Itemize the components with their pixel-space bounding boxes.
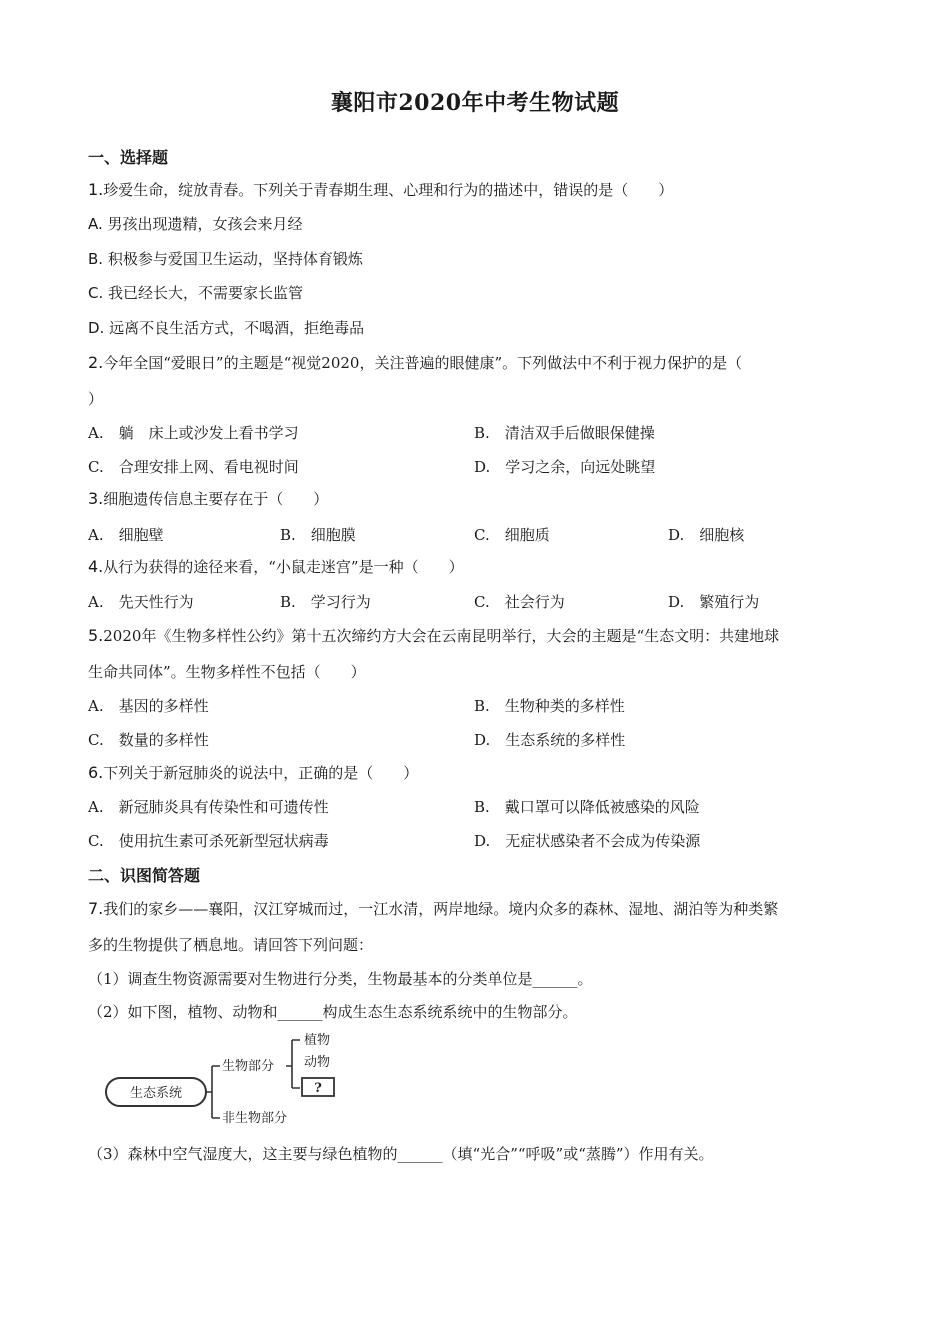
- diagram-root-label: 生态系统: [129, 1086, 183, 1101]
- diagram-unknown-label: ?: [314, 1081, 322, 1096]
- diagram-bracket-main: [206, 1066, 220, 1118]
- q2-option-a: A. 躺 床上或沙发上看书学习: [88, 424, 299, 442]
- option-text: 远离不良生活方式，不喝酒，拒绝毒品: [104, 319, 365, 337]
- page-title: 襄阳市2020年中考生物试题: [330, 90, 620, 116]
- section-heading-short-answer: 二、识图简答题: [88, 866, 201, 885]
- q4-option-b: B. 学习行为: [280, 593, 371, 611]
- q2-option-b: B. 清洁双手后做眼保健操: [474, 424, 655, 442]
- question-text: 下列关于新冠肺炎的说法中，正确的是（ ）: [103, 764, 419, 782]
- question-5-stem-cont: 生命共同体”。生物多样性不包括（ ）: [88, 663, 366, 681]
- q4-option-a: A. 先天性行为: [88, 593, 194, 611]
- question-number: 3.: [88, 489, 104, 508]
- question-5-stem: [88, 625, 779, 646]
- q3-option-b: B. 细胞膜: [280, 526, 356, 544]
- question-text: 从行为获得的途径来看，“小鼠走迷宫”是一种（ ）: [103, 558, 464, 576]
- diagram-abiotic-label: 非生物部分: [222, 1111, 288, 1126]
- question-7-stem: [88, 898, 778, 919]
- q3-option-c: C. 细胞质: [474, 526, 550, 544]
- question-2-stem-cont: ）: [88, 390, 104, 408]
- q3-option-d: D. 细胞核: [668, 526, 745, 544]
- q7-sub-question-1: （1）调查生物资源需要对生物进行分类，生物最基本的分类单位是______。: [88, 970, 593, 988]
- ecosystem-diagram: [104, 1030, 364, 1130]
- diagram-bracket-biotic: [286, 1040, 300, 1088]
- q7-sub-question-2: （2）如下图，植物、动物和______构成生态生态系统系统中的生物部分。: [88, 1003, 578, 1021]
- option-text: 我已经长大，不需要家长监管: [103, 284, 304, 302]
- q1-option-c: [88, 282, 303, 303]
- question-7-stem-cont: 多的生物提供了栖息地。请回答下列问题：: [88, 936, 374, 954]
- question-text: 今年全国“爱眼日”的主题是“视觉2020，关注普遍的眼健康”。下列做法中不利于视力保护的是（: [103, 354, 743, 372]
- q2-option-d: D. 学习之余，向远处眺望: [474, 458, 656, 476]
- q7-sub-question-3: （3）森林中空气湿度大，这主要与绿色植物的______（填“光合”“呼吸”或“蒸腾”）作用有关。: [88, 1145, 714, 1163]
- q1-option-b: [88, 248, 363, 269]
- question-number: 7.: [88, 899, 104, 918]
- q5-option-b: B. 生物种类的多样性: [474, 697, 625, 715]
- question-3-stem: [88, 488, 328, 509]
- question-text: 我们的家乡——襄阳，汉江穿城而过，一江水清，两岸地绿。境内众多的森林、湿地、湖泊等为种类繁: [103, 900, 779, 918]
- question-number: 6.: [88, 763, 104, 782]
- q6-option-b: B. 戴口罩可以降低被感染的风险: [474, 798, 700, 816]
- q6-option-d: D. 无症状感染者不会成为传染源: [474, 832, 701, 850]
- diagram-biotic-label: 生物部分: [222, 1059, 275, 1074]
- option-text: 积极参与爱国卫生运动，坚持体育锻炼: [103, 250, 363, 268]
- question-1-stem: [88, 179, 673, 200]
- question-number: 2.: [88, 353, 104, 372]
- question-text: 珍爱生命，绽放青春。下列关于青春期生理、心理和行为的描述中，错误的是（ ）: [103, 181, 674, 199]
- option-letter: C.: [88, 284, 104, 302]
- question-number: 4.: [88, 557, 104, 576]
- q5-option-a: A. 基因的多样性: [88, 697, 209, 715]
- diagram-plant-label: 植物: [304, 1033, 331, 1048]
- q2-option-c: C. 合理安排上网、看电视时间: [88, 458, 299, 476]
- section-heading-choice: 一、选择题: [88, 148, 169, 167]
- q4-option-c: C. 社会行为: [474, 593, 565, 611]
- question-text: 细胞遗传信息主要存在于（ ）: [103, 490, 329, 508]
- question-4-stem: [88, 556, 464, 577]
- question-text: 2020年《生物多样性公约》第十五次缔约方大会在云南昆明举行，大会的主题是“生态文明：共建地球: [103, 627, 780, 645]
- q3-option-a: A. 细胞壁: [88, 526, 164, 544]
- option-letter: A.: [88, 215, 103, 233]
- q5-option-d: D. 生态系统的多样性: [474, 731, 626, 749]
- question-2-stem: [88, 352, 742, 373]
- diagram-animal-label: 动物: [304, 1055, 331, 1070]
- option-letter: D.: [88, 319, 105, 337]
- q6-option-c: C. 使用抗生素可杀死新型冠状病毒: [88, 832, 329, 850]
- q4-option-d: D. 繁殖行为: [668, 593, 760, 611]
- q1-option-d: [88, 317, 364, 338]
- question-number: 5.: [88, 626, 104, 645]
- q6-option-a: A. 新冠肺炎具有传染性和可遗传性: [88, 798, 329, 816]
- q1-option-a: [88, 213, 303, 234]
- option-text: 男孩出现遗精，女孩会来月经: [102, 215, 303, 233]
- question-6-stem: [88, 762, 418, 783]
- q5-option-c: C. 数量的多样性: [88, 731, 209, 749]
- option-letter: B.: [88, 250, 104, 268]
- question-number: 1.: [88, 180, 104, 199]
